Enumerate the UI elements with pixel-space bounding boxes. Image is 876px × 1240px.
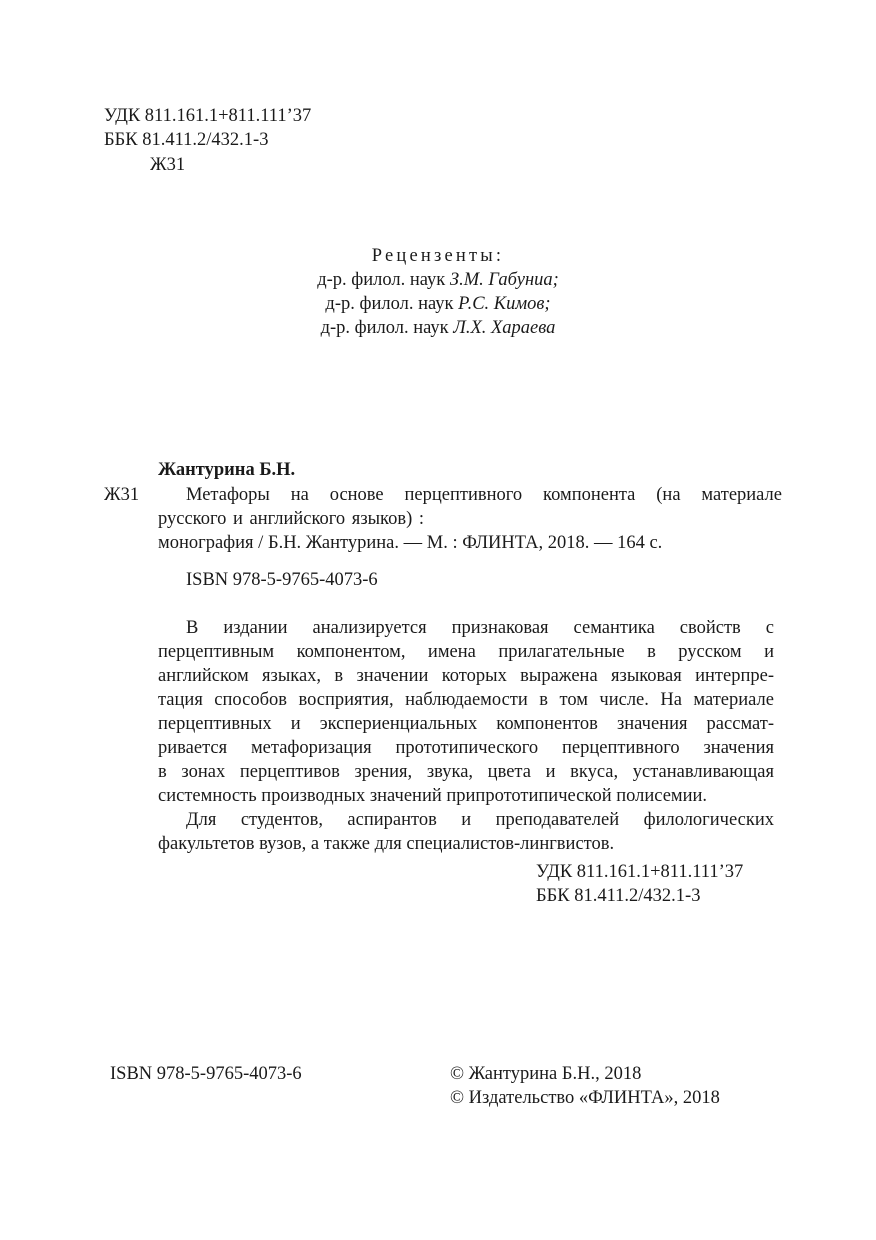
bib-author: Жантурина Б.Н. xyxy=(158,460,296,480)
bib-sign: Ж31 xyxy=(104,485,140,505)
bib-title-line: русского и английского языков) : xyxy=(158,509,425,529)
reviewer-degree: д-р. филол. наук xyxy=(325,294,454,314)
header-author-sign: Ж31 xyxy=(150,155,186,175)
annotation-line: тация способов восприятия, наблюдаемости в том числе. На материале xyxy=(158,690,774,710)
reviewers-title: Рецензенты: xyxy=(371,246,505,266)
reviewer-degree: д-р. филол. наук xyxy=(320,318,449,338)
annotation-line: английском языках, в значении которых выражена языковая интерпре- xyxy=(158,666,774,686)
footer-copyright-publisher: © Издательство «ФЛИНТА», 2018 xyxy=(450,1088,720,1108)
annotation-line: В издании анализируется признаковая семантика свойств с xyxy=(186,618,774,638)
footer-isbn: ISBN 978-5-9765-4073-6 xyxy=(110,1064,302,1084)
footer-copyright-author: © Жантурина Б.Н., 2018 xyxy=(450,1064,642,1084)
annotation-udk: УДК 811.161.1+811.111’37 xyxy=(536,862,744,882)
annotation-line: ривается метафоризация прототипического перцептивного значения xyxy=(158,738,774,758)
annotation xyxy=(158,616,774,856)
reviewers-block xyxy=(238,244,638,340)
annotation-line: факультетов вузов, а также для специалистов-лингвистов. xyxy=(158,834,615,854)
reviewer-degree: д-р. филол. наук xyxy=(317,270,446,290)
reviewer-3 xyxy=(238,316,638,340)
annotation-bbk: ББК 81.411.2/432.1-3 xyxy=(536,886,701,906)
reviewer-1 xyxy=(238,268,638,292)
bib-description xyxy=(158,483,782,555)
annotation-line: в зонах перцептивов зрения, звука, цвета и вкуса, устанавливающая xyxy=(158,762,774,782)
reviewer-name: З.М. Габуниа; xyxy=(449,270,559,290)
annotation-line: системность производных значений припрототипической полисемии. xyxy=(158,786,708,806)
reviewer-name: Р.С. Кимов; xyxy=(458,294,551,314)
header-udk: УДК 811.161.1+811.111’37 xyxy=(104,106,312,126)
bib-isbn: ISBN 978-5-9765-4073-6 xyxy=(186,570,378,590)
reviewer-2 xyxy=(238,292,638,316)
annotation-line: перцептивным компонентом, имена прилагательные в русском и xyxy=(158,642,774,662)
reviewer-name: Л.Х. Хараева xyxy=(453,318,556,338)
bib-title-line: Метафоры на основе перцептивного компонента (на материале xyxy=(186,485,782,505)
header-bbk: ББК 81.411.2/432.1-3 xyxy=(104,130,269,150)
annotation-line: Для студентов, аспирантов и преподавателей филологических xyxy=(186,810,774,830)
bib-title-line: монография / Б.Н. Жантурина. — М. : ФЛИНТА, 2018. — 164 с. xyxy=(158,533,663,553)
annotation-line: перцептивных и экспериенциальных компонентов значения рассмат- xyxy=(158,714,774,734)
